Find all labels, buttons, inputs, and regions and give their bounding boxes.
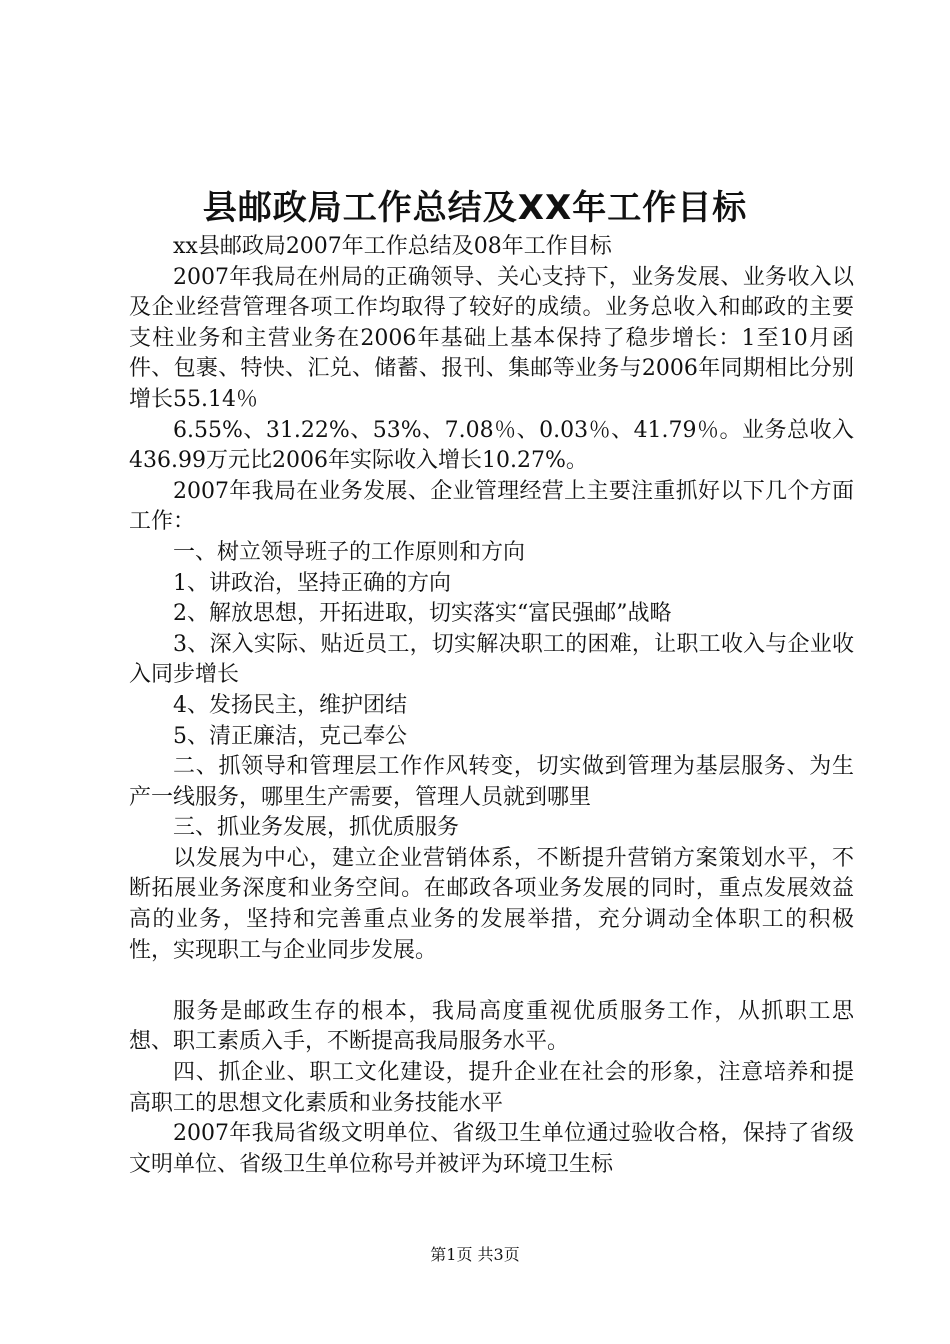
paragraph-spacer	[129, 966, 854, 997]
list-item-4: 4、发扬民主，维护团结	[173, 692, 407, 718]
page-footer: 第1页 共3页	[430, 1245, 520, 1264]
document-title: 县邮政局工作总结及XX年工作目标	[202, 188, 748, 228]
heading-section-2: 二、抓领导和管理层工作作风转变，切实做到管理为基层服务、为生产一线服务，哪里生产需要，管理人员就到哪里	[129, 754, 854, 810]
paragraph-subtitle: xx县邮政局2007年工作总结及08年工作目标	[173, 234, 612, 259]
heading-section-3: 三、抓业务发展，抓优质服务	[173, 815, 460, 841]
paragraph-service: 服务是邮政生存的根本，我局高度重视优质服务工作，从抓职工思想、职工素质入手，不断提高我局服务水平。	[129, 998, 854, 1055]
paragraph-growth-figures: 6.55%、31.22%、53%、7.08％、0.03％、41.79％。业务总收入436.99万元比2006年实际收入增长10.27%。	[129, 417, 854, 474]
list-item-2: 2、解放思想，开拓进取，切实落实“富民强邮”战略	[173, 601, 672, 627]
paragraph-business-development: 以发展为中心，建立企业营销体系，不断提升营销方案策划水平，不断拓展业务深度和业务空间。在邮政各项业务发展的同时，重点发展效益高的业务，坚持和完善重点业务的发展举措，充分调动全体职工的积极性，实现职工与企业同步发展。	[129, 845, 854, 963]
paragraph-focus-intro: 2007年我局在业务发展、企业管理经营上主要注重抓好以下几个方面工作：	[129, 478, 854, 535]
list-item-3: 3、深入实际、贴近员工，切实解决职工的困难，让职工收入与企业收入同步增长	[129, 631, 854, 688]
list-item-5: 5、清正廉洁，克己奉公	[173, 723, 407, 749]
document-body	[129, 232, 854, 1180]
paragraph-civilization: 2007年我局省级文明单位、省级卫生单位通过验收合格，保持了省级文明单位、省级卫生单位称号并被评为环境卫生标	[129, 1121, 854, 1177]
paragraph-overview: 2007年我局在州局的正确领导、关心支持下，业务发展、业务收入以及企业经营管理各项工作均取得了较好的成绩。业务总收入和邮政的主要支柱业务和主营业务在2006年基础上基本保持了稳步增长：1至10月函件、包裹、特快、汇兑、储蓄、报刊、集邮等业务与2006年同期相比分别增长55.14％	[129, 264, 854, 412]
list-item-1: 1、讲政治，坚持正确的方向	[173, 570, 451, 596]
heading-section-4: 四、抓企业、职工文化建设，提升企业在社会的形象，注意培养和提高职工的思想文化素质和业务技能水平	[129, 1060, 854, 1116]
heading-section-1: 一、树立领导班子的工作原则和方向	[173, 539, 526, 565]
